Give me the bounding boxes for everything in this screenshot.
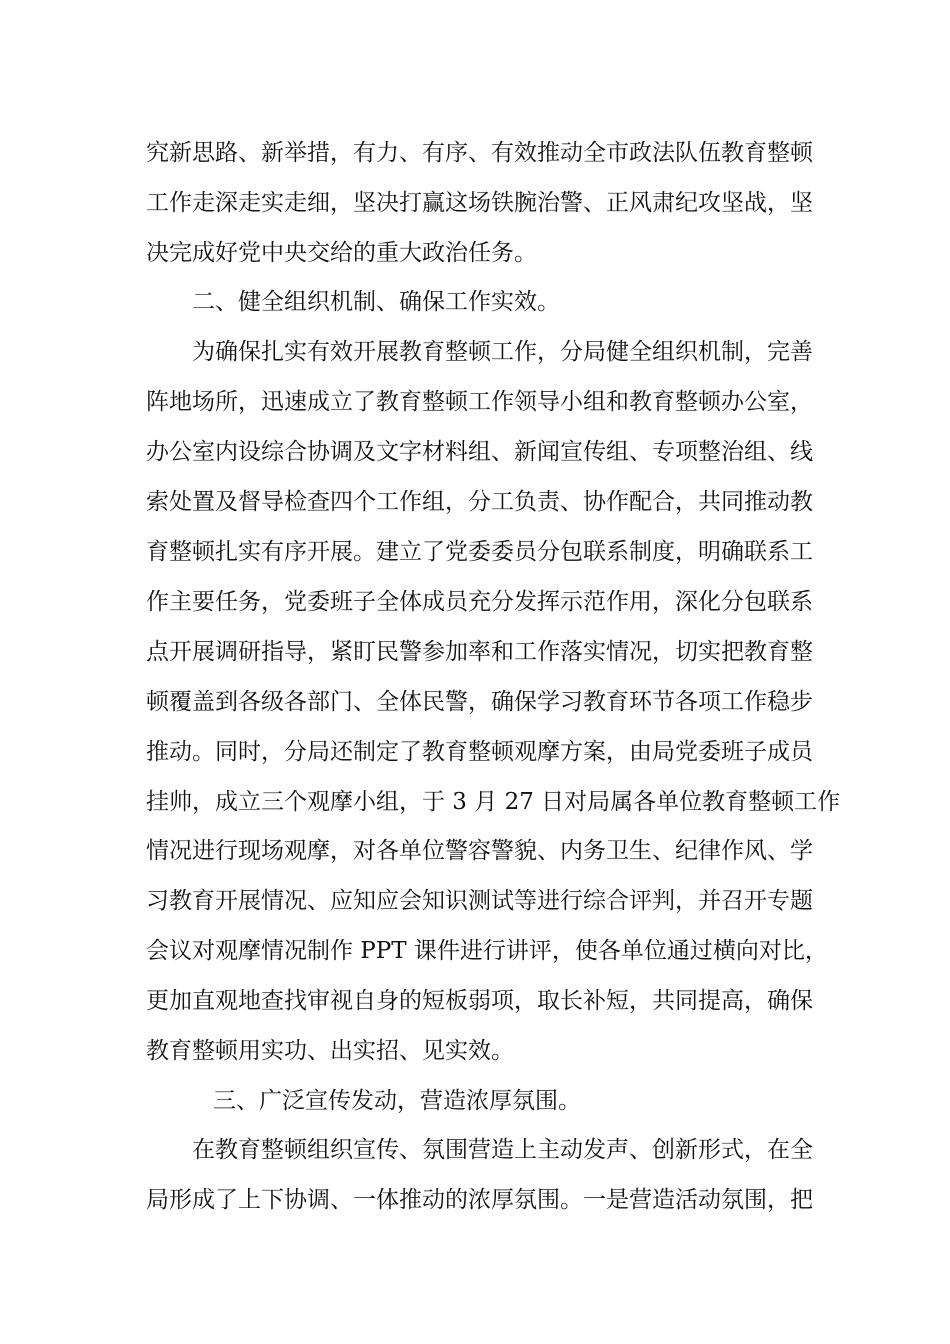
body-line: 局形成了上下协调、一体推动的浓厚氛围。一是营造活动氛围，把	[146, 1187, 813, 1213]
body-line: 作主要任务，党委班子全体成员充分发挥示范作用，深化分包联系	[146, 589, 813, 615]
body-line: 为确保扎实有效开展教育整顿工作，分局健全组织机制，完善	[192, 339, 813, 365]
body-line: 习教育开展情况、应知应会知识测试等进行综合评判，并召开专题	[146, 888, 813, 914]
section-heading: 三、广泛宣传发动，营造浓厚氛围。	[213, 1088, 581, 1114]
body-line: 顿覆盖到各级各部门、全体民警，确保学习教育环节各项工作稳步	[146, 689, 813, 715]
body-line: 育整顿扎实有序开展。建立了党委委员分包联系制度，明确联系工	[146, 539, 813, 565]
body-line: 究新思路、新举措，有力、有序、有效推动全市政法队伍教育整顿	[146, 140, 813, 166]
body-line: 办公室内设综合协调及文字材料组、新闻宣传组、专项整治组、线	[146, 439, 813, 465]
body-line: 索处置及督导检查四个工作组，分工负责、协作配合，共同推动教	[146, 489, 813, 515]
body-line: 在教育整顿组织宣传、氛围营造上主动发声、创新形式，在全	[192, 1137, 813, 1163]
body-line: 挂帅，成立三个观摩小组，于 3 月 27 日对局属各单位教育整顿工作	[146, 789, 841, 815]
body-line: 点开展调研指导，紧盯民警参加率和工作落实情况，切实把教育整	[146, 639, 813, 665]
body-line: 教育整顿用实功、出实招、见实效。	[146, 1038, 514, 1064]
section-heading: 二、健全组织机制、确保工作实效。	[192, 289, 560, 315]
body-line: 更加直观地查找审视自身的短板弱项，取长补短，共同提高，确保	[146, 988, 813, 1014]
body-line: 阵地场所，迅速成立了教育整顿工作领导小组和教育整顿办公室，	[146, 389, 813, 415]
body-line: 情况进行现场观摩，对各单位警容警貌、内务卫生、纪律作风、学	[146, 838, 813, 864]
body-line: 决完成好党中央交给的重大政治任务。	[146, 240, 537, 266]
body-line: 会议对观摩情况制作 PPT 课件进行讲评，使各单位通过横向对比，	[146, 938, 828, 964]
body-line: 推动。同时，分局还制定了教育整顿观摩方案，由局党委班子成员	[146, 739, 813, 765]
body-line: 工作走深走实走细，坚决打赢这场铁腕治警、正风肃纪攻坚战，坚	[146, 190, 813, 216]
